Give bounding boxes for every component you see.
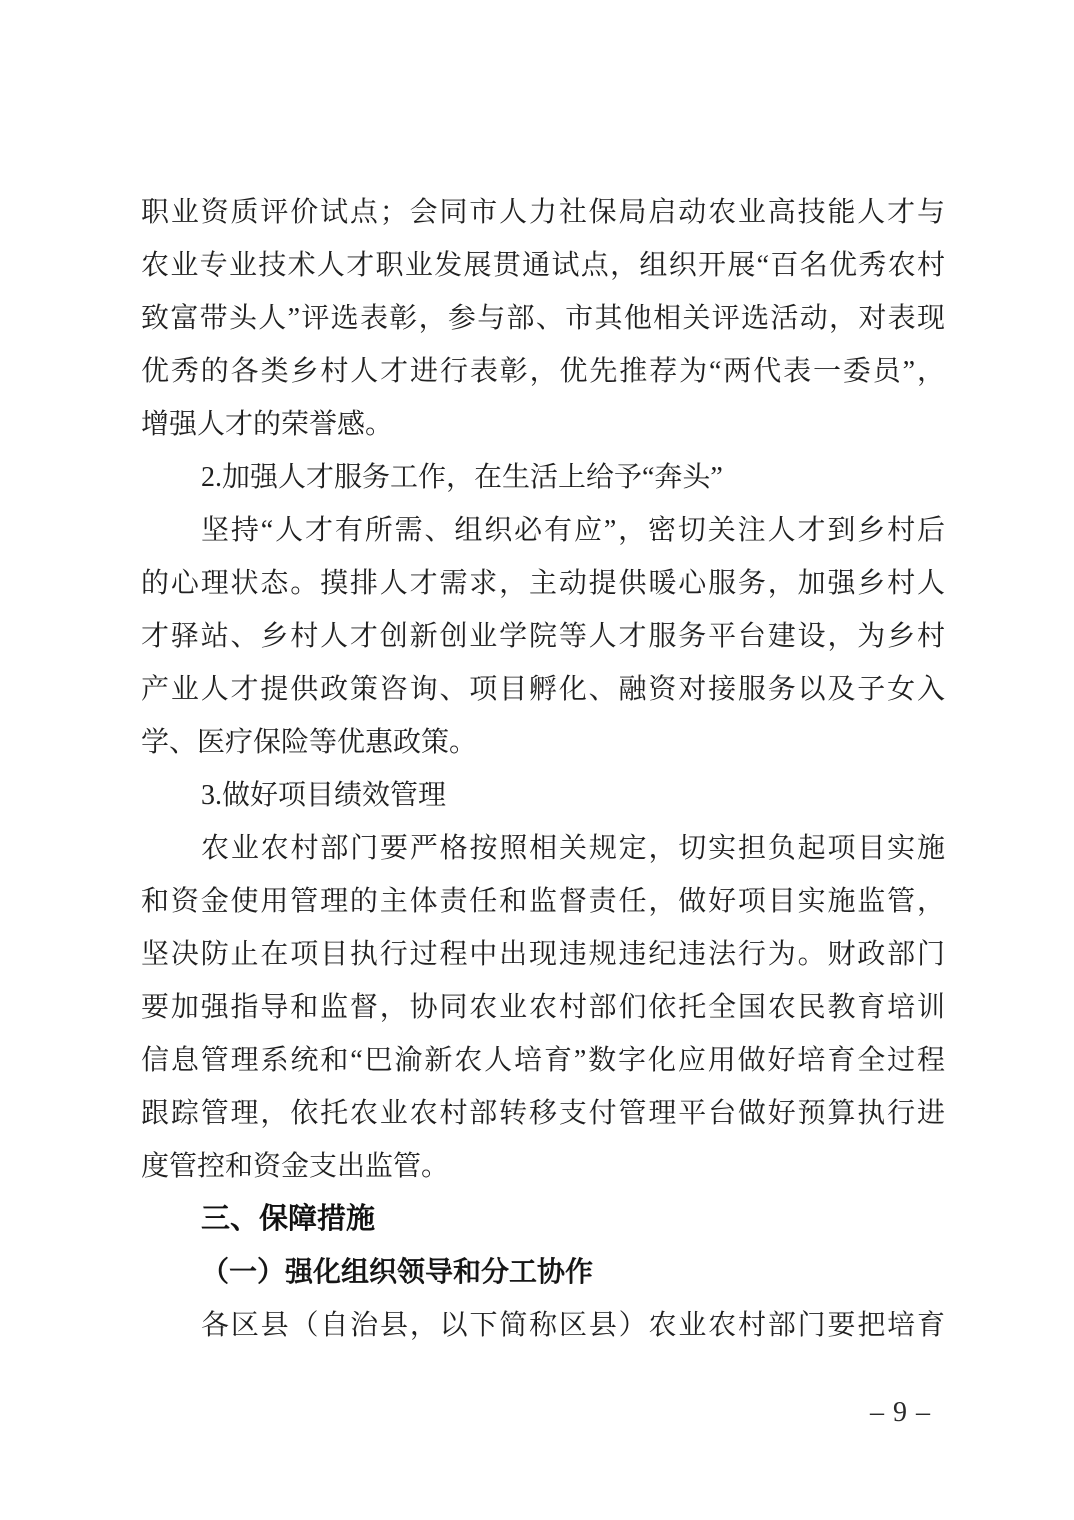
numbered-item-heading: 3.做好项目绩效管理 — [201, 780, 447, 811]
paragraph-line: 产业人才提供政策咨询、项目孵化、融资对接服务以及子女入 — [141, 674, 945, 705]
paragraph-line: 各区县（自治县，以下简称区县）农业农村部门要把培育 — [201, 1310, 945, 1341]
paragraph-line: 优秀的各类乡村人才进行表彰，优先推荐为“两代表一委员”， — [141, 356, 945, 387]
paragraph-line: 学、医疗保险等优惠政策。 — [141, 727, 478, 758]
paragraph-line: 增强人才的荣誉感。 — [141, 409, 394, 440]
section-heading: 三、保障措施 — [201, 1203, 376, 1235]
page-number: – 9 – — [870, 1397, 931, 1428]
paragraph-line: 和资金使用管理的主体责任和监督责任，做好项目实施监管， — [141, 886, 945, 917]
paragraph-line: 信息管理系统和“巴渝新农人培育”数字化应用做好培育全过程 — [141, 1045, 945, 1076]
paragraph-line: 跟踪管理，依托农业农村部转移支付管理平台做好预算执行进 — [141, 1098, 945, 1129]
paragraph-line: 致富带头人”评选表彰，参与部、市其他相关评选活动，对表现 — [141, 303, 945, 334]
paragraph-line: 坚持“人才有所需、组织必有应”，密切关注人才到乡村后 — [201, 515, 945, 546]
paragraph-line: 度管控和资金支出监管。 — [141, 1151, 450, 1182]
paragraph-line: 才驿站、乡村人才创新创业学院等人才服务平台建设，为乡村 — [141, 621, 945, 652]
paragraph-line: 坚决防止在项目执行过程中出现违规违纪违法行为。财政部门 — [141, 939, 945, 970]
numbered-item-heading: 2.加强人才服务工作，在生活上给予“奔头” — [201, 462, 723, 493]
paragraph-line: 要加强指导和监督，协同农业农村部们依托全国农民教育培训 — [141, 992, 945, 1023]
paragraph-line: 农业专业技术人才职业发展贯通试点，组织开展“百名优秀农村 — [141, 250, 945, 281]
paragraph-line: 职业资质评价试点；会同市人力社保局启动农业高技能人才与 — [141, 197, 945, 228]
subsection-heading: （一）强化组织领导和分工协作 — [201, 1257, 594, 1288]
paragraph-line: 农业农村部门要严格按照相关规定，切实担负起项目实施 — [201, 833, 945, 864]
document-body — [141, 186, 945, 1352]
paragraph-line: 的心理状态。摸排人才需求，主动提供暖心服务，加强乡村人 — [141, 568, 945, 599]
